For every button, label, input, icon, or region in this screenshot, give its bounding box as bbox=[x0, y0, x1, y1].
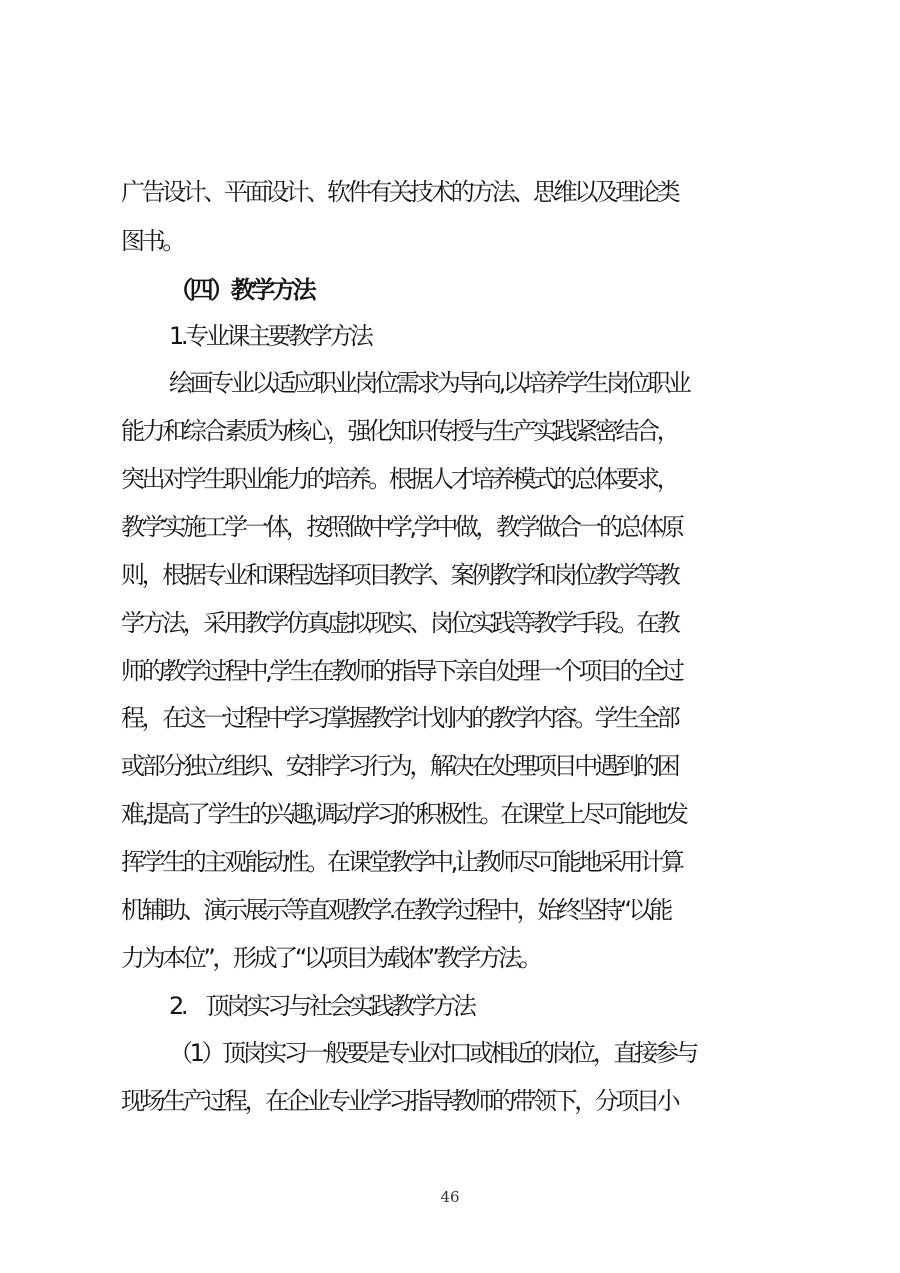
body-text-line: 广告设计、平面设计、软件有关技术的方法、思维以及理论类 bbox=[121, 178, 678, 206]
section-heading: （四）教学方法 bbox=[169, 276, 314, 304]
page-number: 46 bbox=[440, 1188, 460, 1206]
body-text-line: 机辅助、演示展示等直观教学.在教学过程中，始终坚持“以能 bbox=[121, 896, 670, 924]
body-text-line: 师的教学过程中,学生在教师的指导下亲自处理一个项目的全过 bbox=[121, 657, 682, 685]
body-text-line: 现场生产过程，在企业专业学习指导教师的带领下，分项目小 bbox=[121, 1087, 678, 1115]
body-text-line: 程，在这一过程中学习掌握教学计划内的教学内容。学生全部 bbox=[121, 704, 678, 732]
body-text-line: 绘画专业以适应职业岗位需求为导向,以培养学生岗位职业 bbox=[169, 369, 689, 397]
body-text-line: 能力和综合素质为核心，强化知识传授与生产实践紧密结合， bbox=[121, 417, 678, 445]
body-text-line: 力为本位”，形成了“以项目为载体”教学方法。 bbox=[121, 944, 540, 972]
body-text-line: 或部分独立组织、安排学习行为，解决在处理项目中遇到的困 bbox=[121, 752, 678, 780]
body-text-line: （1）顶岗实习一般要是专业对口或相近的岗位，直接参与 bbox=[169, 1039, 696, 1067]
subsection-heading: 2. 顶岗实习与社会实践教学方法 bbox=[169, 992, 474, 1020]
body-text-line: 突出对学生职业能力的培养。根据人才培养模式的总体要求， bbox=[121, 465, 678, 493]
body-text-line: 图书。 bbox=[121, 227, 183, 255]
body-text-line: 难,提高了学生的兴趣,调动学习的积极性。在课堂上尽可能地发 bbox=[121, 800, 686, 828]
body-text-line: 学方法，采用教学仿真虚拟现实、岗位实践等教学手段。在教 bbox=[121, 609, 678, 637]
subsection-heading: 1.专业课主要教学方法 bbox=[169, 322, 371, 350]
body-text-line: 则，根据专业和课程选择项目教学、案例教学和岗位教学等教 bbox=[121, 561, 678, 589]
body-text-line: 挥学生的主观能动性。在课堂教学中,让教师尽可能地采用计算 bbox=[121, 848, 682, 876]
body-text-line: 教学实施工学一体，按照做中学,学中做，教学做合一的总体原 bbox=[121, 513, 682, 541]
